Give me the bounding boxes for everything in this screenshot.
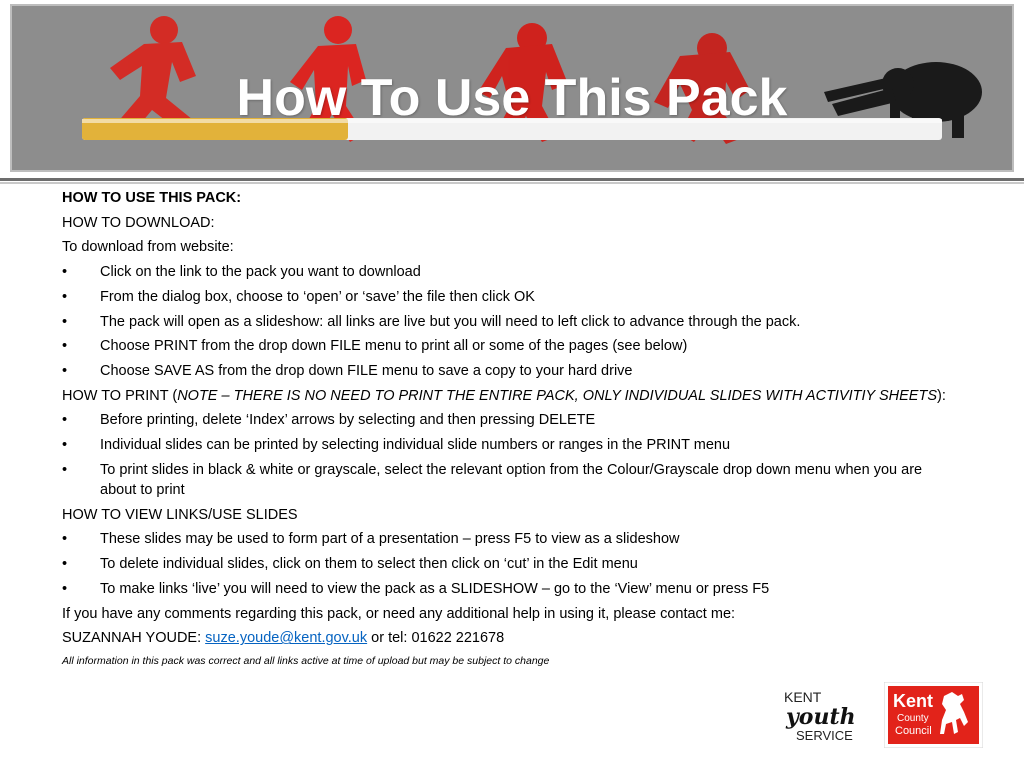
bullet-icon: • — [62, 580, 68, 597]
bullet-icon: • — [62, 556, 68, 573]
list-item — [62, 334, 962, 359]
list-item-text: Choose PRINT from the drop down FILE menu to print all or some of the pages (see below) — [100, 338, 688, 355]
list-item-text: From the dialog box, choose to ‘open’ or ‘save’ the file then click OK — [100, 288, 535, 305]
kcc-logo-line2: County — [897, 713, 929, 724]
list-item-text: Click on the link to the pack you want to download — [100, 264, 421, 281]
kent-county-council-logo — [884, 682, 983, 748]
kent-youth-service-logo — [782, 688, 858, 744]
list-item — [62, 310, 962, 335]
list-item — [62, 285, 962, 310]
instructions-body — [62, 186, 962, 671]
bullet-icon: • — [62, 264, 68, 281]
print-heading-suffix: ): — [937, 387, 946, 404]
header-divider — [0, 178, 1024, 181]
bullet-icon: • — [62, 437, 68, 454]
contact-name: SUZANNAH YOUDE: — [62, 630, 206, 647]
contact-tel: or tel: 01622 221678 — [367, 630, 505, 647]
links-heading: HOW TO VIEW LINKS/USE SLIDES — [62, 506, 298, 523]
download-heading: HOW TO DOWNLOAD: — [62, 214, 215, 231]
list-item-text: Before printing, delete ‘Index’ arrows by selecting and then pressing DELETE — [100, 412, 596, 429]
kcc-logo-line3: Council — [895, 725, 932, 737]
disclaimer-text: All information in this pack was correct and all links active at time of upload but may be subject to change — [62, 654, 550, 667]
print-heading-note: NOTE – THERE IS NO NEED TO PRINT THE ENTIRE PACK, ONLY INDIVIDUAL SLIDES WITH ACTIVITIY SHEETS — [177, 387, 937, 404]
list-item — [62, 458, 962, 503]
list-item — [62, 552, 962, 577]
youth-logo-line1: KENT — [784, 689, 822, 705]
print-heading — [62, 384, 962, 409]
print-heading-prefix: HOW TO PRINT ( — [62, 387, 178, 404]
email-link[interactable]: suze.youde@kent.gov.uk — [205, 630, 368, 647]
list-item — [62, 408, 962, 433]
bullet-icon: • — [62, 362, 68, 379]
header-banner — [10, 4, 1014, 172]
kcc-logo-line1: Kent — [893, 691, 933, 711]
list-item — [62, 527, 962, 552]
youth-logo-line3: SERVICE — [796, 728, 853, 743]
list-item-text: Individual slides can be printed by selecting individual slide numbers or ranges in the PRINT menu — [100, 437, 731, 454]
bullet-icon: • — [62, 338, 68, 355]
section-heading: HOW TO USE THIS PACK: — [62, 190, 242, 206]
list-item — [62, 577, 962, 602]
list-item-text: To print slides in black & white or grayscale, select the relevant option from the Colour/Grayscale drop down menu when you are about to print — [100, 461, 923, 499]
page-title: How To Use This Pack — [236, 69, 788, 127]
bullet-icon: • — [62, 531, 68, 548]
bullet-icon: • — [62, 461, 68, 478]
download-subheading: To download from website: — [62, 239, 234, 256]
list-item-text: To make links ‘live’ you will need to view the pack as a SLIDESHOW – go to the ‘View’ menu or press F5 — [100, 580, 770, 597]
list-item — [62, 260, 962, 285]
bullet-icon: • — [62, 288, 68, 305]
header-divider-light — [0, 182, 1024, 184]
list-item — [62, 359, 962, 384]
comments-text: If you have any comments regarding this pack, or need any additional help in using it, please contact me: — [62, 605, 736, 622]
youth-logo-line2: youth — [786, 704, 856, 730]
list-item-text: The pack will open as a slideshow: all links are live but you will need to left click to advance through the pack. — [100, 313, 801, 330]
list-item-text: To delete individual slides, click on them to select then click on ‘cut’ in the Edit menu — [100, 556, 638, 573]
bullet-icon: • — [62, 412, 68, 429]
list-item — [62, 433, 962, 458]
list-item-text: These slides may be used to form part of a presentation – press F5 to view as a slideshow — [100, 531, 680, 548]
bullet-icon: • — [62, 313, 68, 330]
list-item-text: Choose SAVE AS from the drop down FILE menu to save a copy to your hard drive — [100, 362, 633, 379]
contact-line — [62, 626, 962, 651]
